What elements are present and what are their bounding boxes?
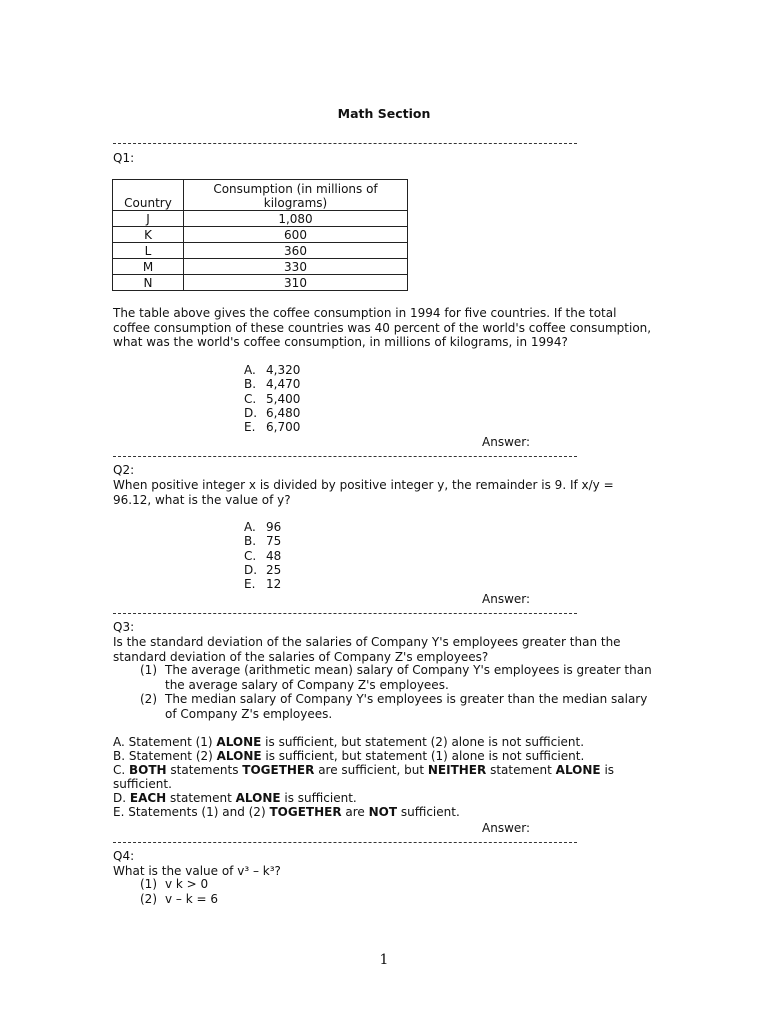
q4-question: What is the value of v³ – k³? (113, 864, 281, 878)
q3-question: Is the standard deviation of the salaries of Company Y's employees greater than the standard deviation of the salaries of Company Z's employees? (113, 635, 621, 664)
choice-e[interactable]: E. 6,700 (244, 420, 301, 435)
choice-a[interactable]: A. 96 (244, 520, 282, 534)
table-header-consumption: Consumption (in millions of kilograms) (184, 180, 408, 211)
section-divider (113, 456, 577, 457)
table-row (113, 243, 408, 259)
q4-statements (140, 877, 660, 906)
q2-choices (244, 520, 281, 591)
section-divider (113, 613, 577, 614)
section-divider (113, 143, 577, 144)
table-cell-country: K (113, 227, 184, 243)
choice-d[interactable]: D. 25 (244, 562, 282, 577)
choice-c[interactable]: C. 48 (244, 548, 282, 563)
choice-b[interactable]: B. 75 (244, 534, 282, 549)
table-cell-consumption: 330 (184, 259, 408, 275)
option-d[interactable]: D. EACH statement ALONE is sufficient. (113, 791, 357, 805)
option-b[interactable]: B. Statement (2) ALONE is sufficient, but statement (1) alone is not sufficient. (113, 749, 585, 763)
statement-1: (1) v k > 0 (140, 877, 209, 891)
table-header-country: Country (113, 180, 184, 211)
statement-1: (1) The average (arithmetic mean) salary of Company Y's employees is greater than the average salary of Company Z's employees. (140, 663, 652, 692)
option-a[interactable]: A. Statement (1) ALONE is sufficient, but statement (2) alone is not sufficient. (113, 735, 585, 749)
table-cell-country: M (113, 259, 184, 275)
table-cell-country: N (113, 275, 184, 291)
option-e[interactable]: E. Statements (1) and (2) TOGETHER are NOT sufficient. (113, 805, 460, 819)
option-c[interactable]: C. BOTH statements TOGETHER are sufficient, but NEITHER statement ALONE is sufficient. (113, 763, 615, 791)
choice-e[interactable]: E. 12 (244, 577, 282, 592)
table-cell-consumption: 360 (184, 243, 408, 259)
choice-a[interactable]: A. 4,320 (244, 363, 301, 377)
q2-question: When positive integer x is divided by positive integer y, the remainder is 9. If x/y = 96.12, what is the value of y? (113, 478, 614, 507)
page-number: 1 (379, 952, 389, 968)
q2-answer-label: Answer: (482, 592, 531, 606)
q3-statements (140, 663, 660, 721)
q1-answer-label: Answer: (482, 435, 531, 449)
choice-d[interactable]: D. 6,480 (244, 405, 301, 420)
table-cell-country: J (113, 211, 184, 227)
choice-b[interactable]: B. 4,470 (244, 377, 301, 392)
table-cell-consumption: 310 (184, 275, 408, 291)
table-row (113, 275, 408, 291)
table-row (113, 259, 408, 275)
q3-answer-label: Answer: (482, 821, 531, 835)
q4-label: Q4: (113, 849, 135, 863)
table-cell-consumption: 1,080 (184, 211, 408, 227)
q1-choices (244, 363, 300, 434)
statement-2: (2) v – k = 6 (140, 891, 218, 906)
table-row (113, 227, 408, 243)
choice-c[interactable]: C. 5,400 (244, 391, 301, 406)
statement-2: (2) The median salary of Company Y's employees is greater than the median salary of Company Z's employees. (140, 692, 648, 721)
q3-options (113, 735, 633, 819)
q1-question: The table above gives the coffee consumption in 1994 for five countries. If the total coffee consumption of these countries was 40 percent of the world's coffee consumption, what was the world's coffee consumption, in millions of kilograms, in 1994? (113, 306, 652, 349)
section-divider (113, 842, 577, 843)
table-row (113, 211, 408, 227)
q3-label: Q3: (113, 620, 135, 634)
q2-label: Q2: (113, 463, 135, 477)
q1-label: Q1: (113, 151, 135, 165)
consumption-table (112, 179, 408, 291)
table-cell-country: L (113, 243, 184, 259)
page-title: Math Section (337, 106, 431, 121)
table-cell-consumption: 600 (184, 227, 408, 243)
